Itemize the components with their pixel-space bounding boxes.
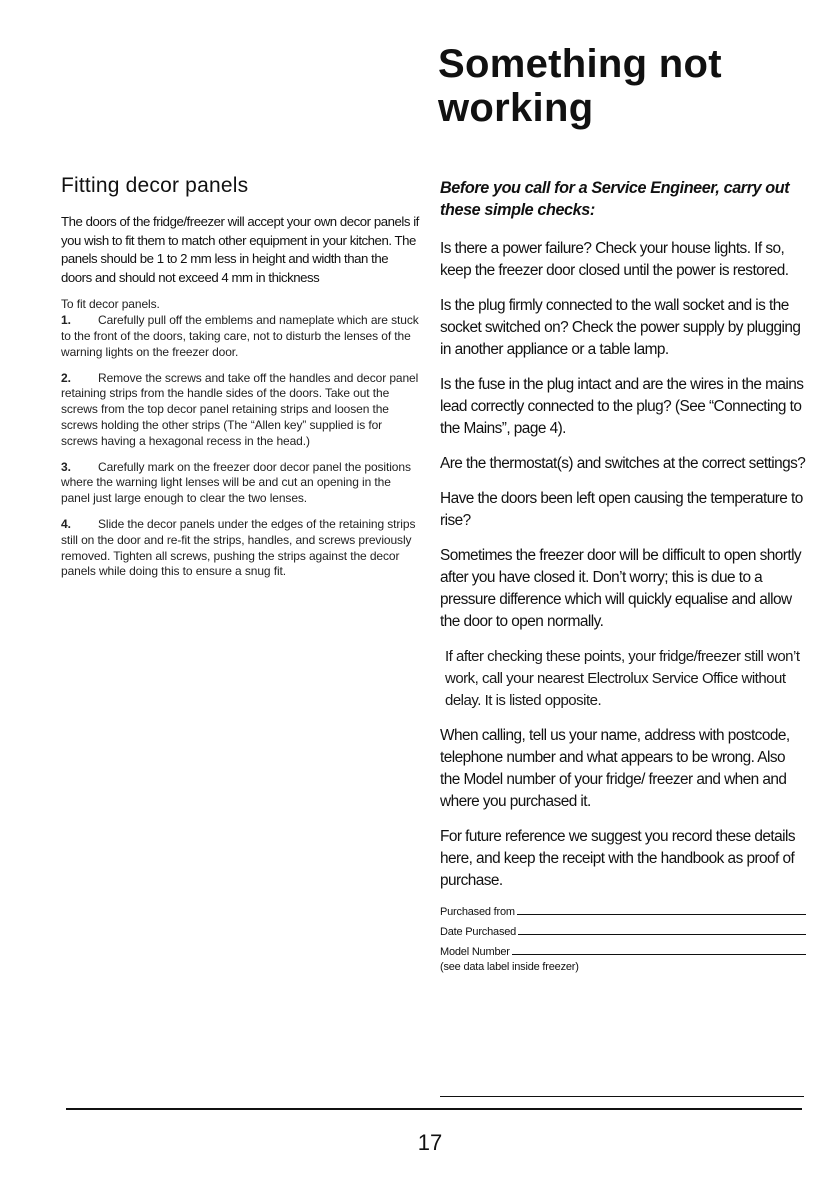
date-purchased-line: [518, 933, 806, 935]
decor-panels-heading: Fitting decor panels: [61, 174, 249, 197]
check-plug-connected: Is the plug firmly connected to the wall socket and is the socket switched on? Check the power supply by plugging in another appliance or a table lamp.: [440, 297, 801, 358]
purchase-record-form: [440, 906, 806, 973]
step-number: 4.: [61, 516, 71, 531]
footer-rule: [66, 1108, 802, 1110]
step-3: [61, 460, 419, 507]
decor-panels-intro: The doors of the fridge/freezer will accept your own decor panels if you wish to fit them to match other equipment in your kitchen. The panels should be 1 to 2 mm less in height and width than the doors and should not exceed 4 mm in thickness: [61, 214, 419, 285]
step-text: Carefully mark on the freezer door decor panel the positions where the warning light lenses will be and cut an opening in the panel just large enough to clear the two lenses.: [61, 459, 411, 506]
when-calling-note: When calling, tell us your name, address with postcode, telephone number and what appears to be wrong. Also the Model number of your fridge/ freezer and when and where you purchased it.: [440, 727, 790, 810]
page-title-line2: working: [438, 86, 594, 130]
step-number: 1.: [61, 313, 71, 328]
model-number-note: (see data label inside freezer): [440, 961, 579, 973]
check-doors-open: Have the doors been left open causing the temperature to rise?: [440, 490, 803, 529]
check-power-failure: Is there a power failure? Check your house lights. If so, keep the freezer door closed until the power is restored.: [440, 240, 789, 279]
decor-panels-section: [61, 173, 419, 590]
step-2: [61, 371, 419, 450]
check-thermostat: Are the thermostat(s) and switches at the correct settings?: [440, 455, 806, 472]
date-purchased-label: Date Purchased: [440, 926, 517, 938]
model-number-row: [440, 946, 806, 958]
date-purchased-row: [440, 926, 806, 938]
model-number-line: [512, 953, 806, 955]
step-number: 3.: [61, 459, 71, 474]
step-text: Slide the decor panels under the edges of the retaining strips still on the door and re-fit the strips, handles, and screws previously removed. Tighten all screws, pushing the strips against the decor panels while doing this to ensure a snug fit.: [61, 516, 416, 579]
step-number: 2.: [61, 370, 71, 385]
page-number: 17: [417, 1130, 443, 1155]
purchased-from-line: [517, 913, 806, 915]
service-office-note: If after checking these points, your fridge/freezer still won’t work, call your nearest Electrolux Service Office without delay. It is listed opposite.: [445, 648, 800, 709]
step-1: [61, 313, 419, 360]
to-fit-label: To fit decor panels.: [61, 297, 160, 312]
page-title-line1: Something not: [438, 42, 722, 86]
step-text: Carefully pull off the emblems and nameplate which are stuck to the front of the doors, taking care, not to disturb the lenses of the warning lights on the freezer door.: [61, 313, 419, 359]
form-end-line: [440, 1096, 804, 1097]
troubleshooting-section: [440, 177, 806, 973]
purchased-from-row: [440, 906, 806, 918]
page-title: [438, 42, 818, 130]
step-text: Remove the screws and take off the handles and decor panel retaining strips from the handle sides of the doors. Take out the screws from the top decor panel retaining strips and loosen the screws holding the other strips (The “Allen key” supplied is for screws having a hexagonal recess in the head.): [61, 370, 419, 448]
purchased-from-label: Purchased from: [440, 906, 515, 918]
check-door-pressure: Sometimes the freezer door will be difficult to open shortly after you have closed it. Don’t worry; this is due to a pressure difference which will quickly equalise and allow the door to open normally.: [440, 547, 802, 630]
service-engineer-lead: Before you call for a Service Engineer, carry out these simple checks:: [440, 179, 790, 219]
model-number-label: Model Number: [440, 946, 510, 958]
check-fuse: Is the fuse in the plug intact and are the wires in the mains lead correctly connected to the plug? (See “Connecting to the Mains”, page 4).: [440, 376, 804, 437]
step-4: [61, 517, 419, 580]
future-reference-note: For future reference we suggest you record these details here, and keep the receipt with the handbook as proof of purchase.: [440, 828, 796, 889]
